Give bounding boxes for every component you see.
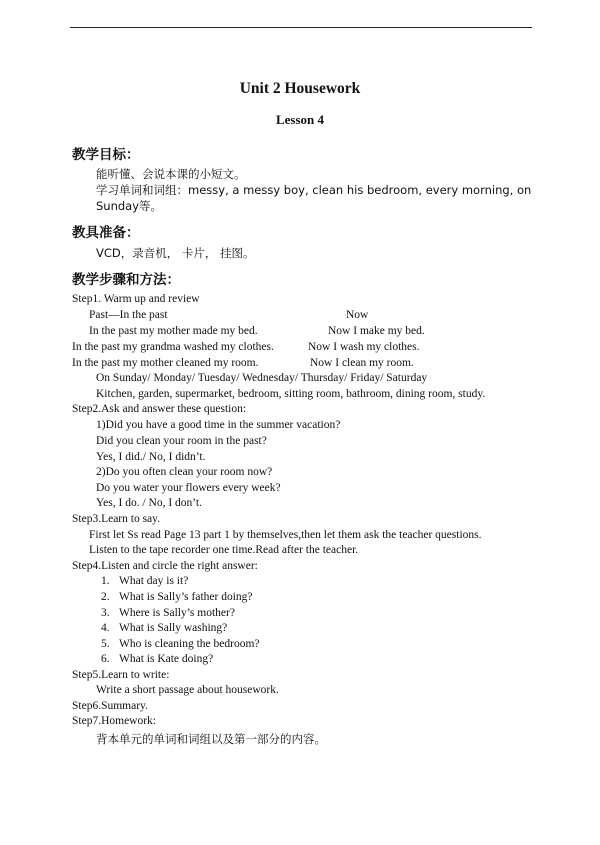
materials-heading: 教具准备： <box>72 225 140 241</box>
question-text: What is Sally’s father doing? <box>119 591 253 603</box>
step1-row-past: In the past my mother made my bed. <box>89 325 258 337</box>
step3-line: First let Ss read Page 13 part 1 by themselves,then let them ask the teacher questions. <box>89 529 482 541</box>
step1-row-now: Now I make my bed. <box>328 325 425 337</box>
step2-line: 2)Do you often clean your room now? <box>96 466 273 478</box>
objectives-line <box>96 182 536 214</box>
step7-text: 背本单元的单词和词组以及第一部分的内容。 <box>96 732 326 746</box>
question-text: Where is Sally’s mother? <box>119 607 235 619</box>
question-number: 4. <box>101 622 110 634</box>
step1-header-past: Past—In the past <box>89 309 168 321</box>
step1-row-past: In the past my grandma washed my clothes. <box>72 341 274 353</box>
step3-line: Listen to the tape recorder one time.Read after the teacher. <box>89 544 359 556</box>
question-text: What day is it? <box>119 575 189 587</box>
question-text: Who is cleaning the bedroom? <box>119 638 260 650</box>
header-rule <box>70 27 532 28</box>
objectives-line-text: 学习单词和词组：messy, a messy boy, clean his bedroom, every morning, on Sunday等。 <box>96 183 532 213</box>
question-number: 5. <box>101 638 110 650</box>
step7-label: Step7.Homework: <box>72 715 157 727</box>
question-number: 2. <box>101 591 110 603</box>
step3-label: Step3.Learn to say. <box>72 513 161 525</box>
step1-label: Step1. Warm up and review <box>72 293 200 305</box>
step1-row-now: Now I wash my clothes. <box>308 341 420 353</box>
objectives-heading: 教学目标： <box>72 147 140 163</box>
question-number: 1. <box>101 575 110 587</box>
step4-label: Step4.Listen and circle the right answer: <box>72 560 258 572</box>
question-number: 3. <box>101 607 110 619</box>
objectives-line: 能听懂、会说本课的小短文。 <box>96 167 246 181</box>
step1-row-past: In the past my mother cleaned my room. <box>72 357 259 369</box>
step1-rooms: Kitchen, garden, supermarket, bedroom, sitting room, bathroom, dining room, study. <box>96 388 486 400</box>
step2-line: Yes, I did./ No, I didn’t. <box>96 451 206 463</box>
question-number: 6. <box>101 653 110 665</box>
step5-label: Step5.Learn to write: <box>72 669 170 681</box>
step2-line: 1)Did you have a good time in the summer vacation? <box>96 419 341 431</box>
procedure-heading: 教学步骤和方法： <box>72 272 180 288</box>
step1-days: On Sunday/ Monday/ Tuesday/ Wednesday/ Thursday/ Friday/ Saturday <box>96 372 428 384</box>
materials-text: VCD，录音机， 卡片， 挂图。 <box>96 246 255 260</box>
step1-row-now: Now I clean my room. <box>310 357 414 369</box>
step6-label: Step6.Summary. <box>72 700 148 712</box>
step5-text: Write a short passage about housework. <box>96 684 279 696</box>
step2-line: Did you clean your room in the past? <box>96 435 267 447</box>
question-text: What is Sally washing? <box>119 622 228 634</box>
step2-line: Do you water your flowers every week? <box>96 482 281 494</box>
lesson-subtitle: Lesson 4 <box>275 112 325 127</box>
step1-header-now: Now <box>346 309 369 321</box>
step2-label: Step2.Ask and answer these question: <box>72 403 247 415</box>
document-title: Unit 2 Housework <box>239 80 361 97</box>
step2-line: Yes, I do. / No, I don’t. <box>96 497 202 509</box>
question-text: What is Kate doing? <box>119 653 214 665</box>
